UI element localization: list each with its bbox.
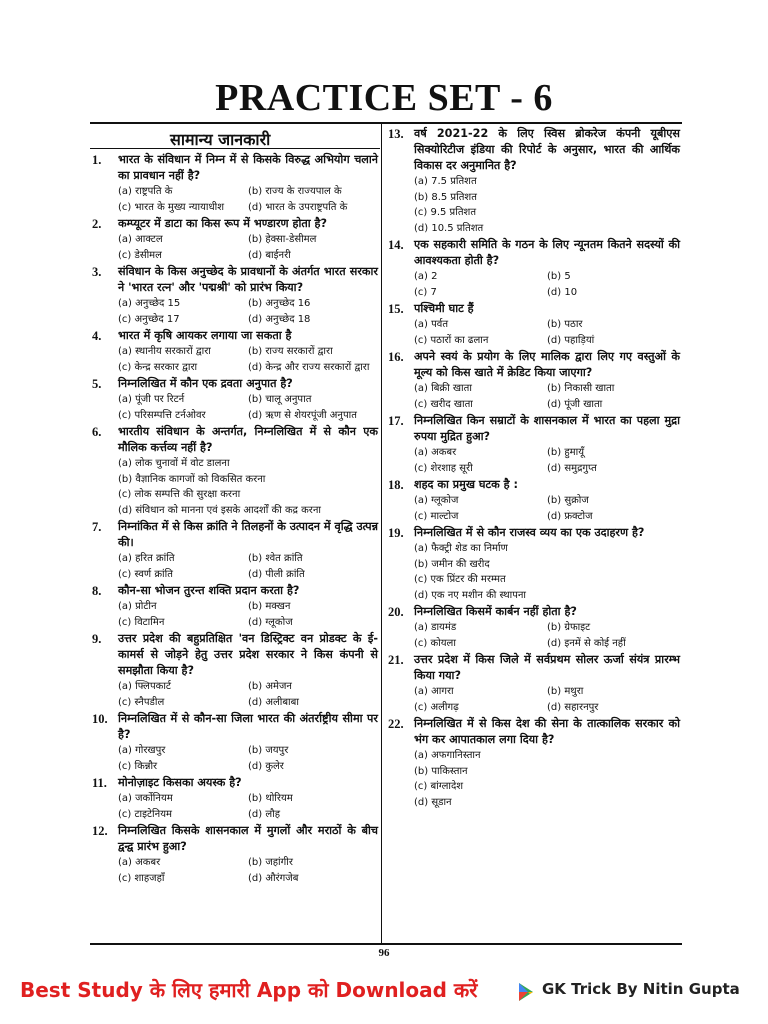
option: (d) केन्द्र और राज्य सरकारों द्वारा: [248, 361, 370, 373]
option: (c) बांग्लादेश: [414, 781, 464, 792]
option: (d) सूडान: [414, 796, 452, 808]
option: (d) फ्रक्टोज: [547, 510, 593, 522]
option: (a) अकबर: [118, 857, 161, 868]
options: [388, 684, 680, 715]
question-number: 4.: [92, 329, 102, 343]
question: [388, 716, 680, 748]
question-number: 12.: [92, 824, 108, 838]
option: (b) राज्य के राज्यपाल के: [248, 186, 342, 197]
option: (b) जहांगीर: [248, 857, 293, 868]
option: (b) हेक्सा-डेसीमल: [248, 234, 317, 245]
option: (d) ग्लूकोज: [248, 616, 293, 628]
option: (d) 10.5 प्रतिशत: [414, 222, 484, 234]
option: (d) कुलेर: [248, 760, 284, 772]
option: (b) अनुच्छेद 16: [248, 298, 311, 309]
option: (b) निकासी खाता: [547, 383, 615, 394]
option: (a) लोक चुनावों में वोट डालना: [118, 458, 230, 469]
options: [388, 541, 680, 603]
options: [388, 381, 680, 412]
option: (d) भारत के उपराष्ट्रपति के: [248, 201, 348, 213]
question-text: निम्नलिखित में कौन एक द्रवता अनुपात है?: [118, 377, 293, 390]
question: [92, 823, 378, 855]
question-text: भारतीय संविधान के अन्तर्गत, निम्नलिखित में से कौन एक मौलिक कर्त्तव्य नहीं है?: [118, 425, 378, 454]
option: (d) पूंजी खाता: [547, 398, 603, 410]
question: [92, 328, 378, 344]
right-column: [388, 126, 680, 811]
options: [388, 317, 680, 348]
question: [388, 126, 680, 174]
option: (a) हरित क्रांति: [118, 553, 175, 564]
question-text: निम्नलिखित में से कौन-सा जिला भारत की अंतर्राष्ट्रीय सीमा पर है?: [118, 712, 378, 741]
option: (c) स्नैपडील: [118, 696, 165, 708]
option: (c) डेसीमल: [118, 249, 162, 261]
option: (b) सुक्रोज: [547, 495, 589, 506]
option: (a) 7.5 प्रतिशत: [414, 176, 477, 187]
options: [388, 445, 680, 476]
option: (b) श्वेत क्रांति: [248, 553, 303, 564]
option: (c) कोयला: [414, 637, 456, 649]
question-number: 10.: [92, 712, 108, 726]
option: (d) पहाड़ियां: [547, 334, 595, 346]
question-number: 11.: [92, 776, 107, 790]
option: (c) परिसम्पत्ति टर्नओवर: [118, 409, 206, 421]
question-number: 15.: [388, 302, 404, 316]
question-number: 14.: [388, 238, 404, 252]
question: [92, 376, 378, 392]
option: (b) अमेजन: [248, 681, 292, 692]
question-number: 6.: [92, 425, 102, 439]
option: (b) हुमायूँ: [547, 447, 585, 458]
question-number: 13.: [388, 127, 404, 141]
options: [92, 679, 378, 710]
question: [388, 237, 680, 269]
option: (a) गोरखपुर: [118, 745, 166, 756]
question: [388, 525, 680, 541]
option: (a) फैक्ट्री शेड का निर्माण: [414, 543, 508, 554]
question-text: भारत के संविधान में निम्न में से किसके विरुद्ध अभियोग चलाने का प्रावधान नहीं है?: [118, 153, 378, 182]
question: [388, 413, 680, 445]
question-text: अपने स्वयं के प्रयोग के लिए मालिक द्वारा लिए गए वस्तुओं के मूल्य को किस खाते में क्रेडिट किया जाएगा?: [414, 350, 680, 379]
question-text: कौन-सा भोजन तुरन्त शक्ति प्रदान करता है?: [118, 584, 300, 597]
question-text: संविधान के किस अनुच्छेद के प्रावधानों के अंतर्गत भारत सरकार ने 'भारत रत्न' और 'पद्मश्री' को प्रारंभ किया?: [118, 265, 378, 294]
option: (c) अनुच्छेद 17: [118, 313, 180, 325]
play-store-icon[interactable]: [516, 982, 536, 1002]
options: [92, 599, 378, 630]
option: (b) 5: [547, 271, 571, 282]
question: [92, 152, 378, 184]
question: [92, 264, 378, 296]
section-underline: [90, 148, 380, 149]
option: (b) ग्रेफाइट: [547, 622, 591, 633]
option: (b) मथुरा: [547, 686, 584, 697]
footer-banner[interactable]: [0, 968, 768, 1024]
question: [388, 652, 680, 684]
option: (c) शाहजहाँ: [118, 872, 165, 884]
options: [92, 392, 378, 423]
option: (d) अलीबाबा: [248, 696, 299, 708]
question-number: 16.: [388, 350, 404, 364]
left-column: [92, 152, 378, 887]
options: [388, 620, 680, 651]
option: (d) अनुच्छेद 18: [248, 313, 311, 325]
option: (c) लोक सम्पत्ति की सुरक्षा करना: [118, 489, 241, 500]
options: [388, 269, 680, 300]
question-text: निम्नलिखित किसमें कार्बन नहीं होता है?: [414, 605, 577, 618]
question-text: उत्तर प्रदेश में किस जिले में सर्वप्रथम सोलर ऊर्जा संयंत्र प्रारम्भ किया गया?: [414, 653, 680, 682]
option: (a) ग्लूकोज: [414, 495, 459, 506]
option: (c) 7: [414, 286, 437, 298]
question: [388, 604, 680, 620]
option: (b) चालू अनुपात: [248, 394, 312, 405]
option: (a) फ्लिपकार्ट: [118, 681, 171, 692]
option: (b) वैज्ञानिक कागजों को विकसित करना: [118, 473, 266, 485]
footer-promo-text[interactable]: Best Study के लिए हमारी App को Download करें: [20, 978, 478, 1002]
option: (a) राष्ट्रपति के: [118, 186, 173, 197]
footer-brand-text[interactable]: GK Trick By Nitin Gupta: [542, 980, 740, 998]
question-text: पश्चिमी घाट हैं: [414, 302, 474, 315]
option: (d) सहारनपुर: [547, 701, 599, 713]
options: [92, 232, 378, 263]
page-title: PRACTICE SET - 6: [215, 77, 553, 119]
options: [388, 748, 680, 810]
question-text: निम्नलिखित में से कौन राजस्व व्यय का एक उदाहरण है?: [414, 526, 645, 539]
option: (d) 10: [547, 286, 578, 298]
option: (b) जमीन की खरीद: [414, 558, 490, 570]
option: (c) स्वर्ण क्रांति: [118, 568, 173, 580]
question-number: 17.: [388, 414, 404, 428]
options: [388, 174, 680, 236]
option: (c) खरीद खाता: [414, 398, 473, 410]
option: (d) एक नए मशीन की स्थापना: [414, 589, 527, 601]
option: (d) इनमें से कोई नहीं: [547, 637, 626, 649]
question-number: 9.: [92, 632, 102, 646]
options: [92, 551, 378, 582]
option: (d) संविधान को मानना एवं इसके आदर्शों की कद्र करना: [118, 504, 322, 516]
question: [92, 631, 378, 679]
bottom-rule: [90, 943, 682, 945]
options: [92, 855, 378, 886]
question-number: 5.: [92, 377, 102, 391]
question-text: निम्नलिखित किन सम्राटों के शासनकाल में भारत का पहला मुद्रा रुपया मुद्रित हुआ?: [414, 414, 680, 443]
option: (a) डायमंड: [414, 622, 457, 633]
option: (b) मक्खन: [248, 601, 291, 612]
options: [92, 184, 378, 215]
option: (c) माल्टोज: [414, 510, 459, 522]
option: (d) ऋण से शेयरपूंजी अनुपात: [248, 409, 357, 421]
option: (c) शेरशाह सूरी: [414, 462, 473, 474]
top-rule: [90, 122, 682, 124]
options: [92, 296, 378, 327]
question: [92, 519, 378, 551]
question-text: निम्नलिखित में से किस देश की सेना के तात्कालिक सरकार को भंग कर आपातकाल लगा दिया है?: [414, 717, 680, 746]
question: [92, 216, 378, 232]
option: (a) जर्कोनियम: [118, 793, 173, 804]
question-number: 3.: [92, 265, 102, 279]
options: [92, 743, 378, 774]
question-number: 20.: [388, 605, 404, 619]
option: (a) अफगानिस्तान: [414, 750, 481, 761]
option: (b) जयपुर: [248, 745, 289, 756]
option: (a) बिक्री खाता: [414, 383, 472, 394]
option: (a) अकबर: [414, 447, 457, 458]
option: (a) 2: [414, 271, 438, 282]
option: (d) लौह: [248, 808, 281, 820]
option: (c) 9.5 प्रतिशत: [414, 207, 477, 218]
question: [92, 711, 378, 743]
option: (a) आक्टल: [118, 234, 163, 245]
option: (d) औरंगजेब: [248, 872, 299, 884]
options: [388, 493, 680, 524]
question-text: शहद का प्रमुख घटक है :: [414, 478, 518, 491]
question-number: 1.: [92, 153, 102, 167]
options: [92, 344, 378, 375]
question-text: मोनोज़ाइट किसका अयस्क है?: [118, 776, 242, 789]
question-text: वर्ष 2021-22 के लिए स्विस ब्रोकरेज कंपनी यूबीएस सिक्योरिटीज इंडिया की रिपोर्ट के अनुसार, भारत की आर्थिक विकास दर अनुमानित है?: [414, 127, 680, 172]
question-number: 2.: [92, 217, 102, 231]
question-text: निम्नलिखित किसके शासनकाल में मुगलों और मराठों के बीच द्वन्द्व प्रारंभ हुआ?: [118, 824, 378, 853]
option: (d) समुद्रगुप्त: [547, 462, 597, 474]
option: (a) पर्वत: [414, 319, 449, 330]
question-number: 22.: [388, 717, 404, 731]
options: [92, 791, 378, 822]
option: (c) टाइटेनियम: [118, 808, 172, 820]
question-text: उत्तर प्रदेश की बहुप्रतिक्षित 'वन डिस्ट्रिक्ट वन प्रोडक्ट के ई-कामर्स से जोड़ने हेतु उत्तर प्रदेश सरकार ने किस कंपनी से समझौता किया है?: [118, 632, 378, 677]
question: [92, 424, 378, 456]
option: (c) एक प्रिंटर की मरम्मत: [414, 574, 506, 585]
option: (c) किन्नौर: [118, 760, 158, 772]
option: (c) पठारों का ढलान: [414, 334, 489, 346]
question-number: 21.: [388, 653, 404, 667]
option: (b) पठार: [547, 319, 583, 330]
option: (a) प्रोटीन: [118, 601, 157, 612]
option: (a) पूंजी पर रिटर्न: [118, 394, 185, 405]
question-text: कम्प्यूटर में डाटा का किस रूप में भण्डारण होता है?: [118, 217, 327, 230]
page-number: 96: [378, 947, 390, 959]
column-separator: [381, 122, 382, 943]
option: (c) भारत के मुख्य न्यायाधीश: [118, 201, 225, 213]
question-text: एक सहकारी समिति के गठन के लिए न्यूनतम कितने सदस्यों की आवश्यकता होती है?: [414, 238, 680, 267]
option: (c) केन्द्र सरकार द्वारा: [118, 361, 198, 373]
option: (d) बाईनरी: [248, 249, 291, 261]
section-heading: सामान्य जानकारी: [170, 130, 271, 149]
question-number: 8.: [92, 584, 102, 598]
option: (b) राज्य सरकारों द्वारा: [248, 346, 333, 357]
option: (b) पाकिस्तान: [414, 765, 468, 777]
option: (a) स्थानीय सरकारों द्वारा: [118, 346, 211, 357]
question: [92, 583, 378, 599]
question-text: निम्नांकित में से किस क्रांति ने तिलहनों के उत्पादन में वृद्धि उत्पन्न की।: [118, 520, 378, 549]
option: (a) अनुच्छेद 15: [118, 298, 181, 309]
option: (d) पीली क्रांति: [248, 568, 305, 580]
option: (c) विटामिन: [118, 616, 165, 628]
options: [92, 456, 378, 518]
question: [388, 349, 680, 381]
option: (a) आगरा: [414, 686, 454, 697]
question-number: 19.: [388, 526, 404, 540]
question: [92, 775, 378, 791]
question-number: 7.: [92, 520, 102, 534]
question: [388, 301, 680, 317]
question-text: भारत में कृषि आयकर लगाया जा सकता है: [118, 329, 292, 342]
question-number: 18.: [388, 478, 404, 492]
option: (c) अलीगढ़: [414, 701, 459, 713]
option: (b) 8.5 प्रतिशत: [414, 191, 477, 203]
question: [388, 477, 680, 493]
option: (b) थोरियम: [248, 793, 293, 804]
